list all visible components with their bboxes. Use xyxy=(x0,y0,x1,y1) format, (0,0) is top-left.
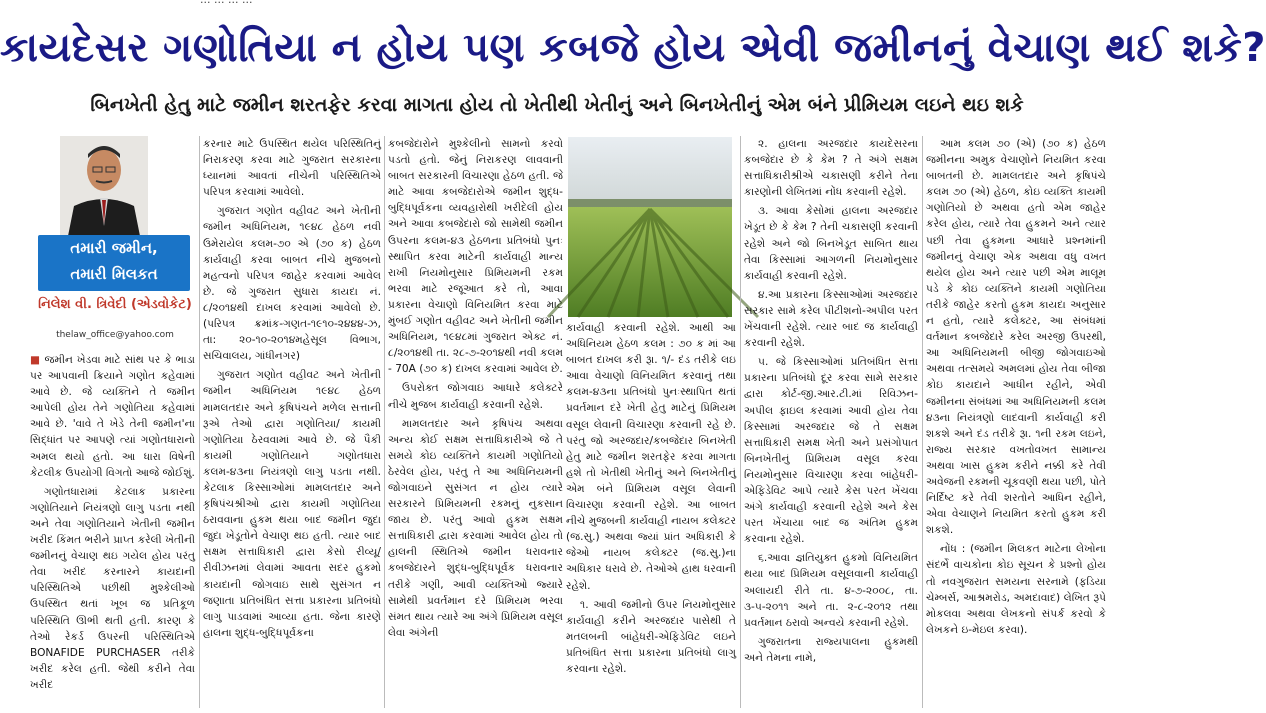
article-column-1 xyxy=(30,352,195,712)
article-column-2 xyxy=(203,136,381,708)
article-column-3 xyxy=(388,136,563,708)
paragraph: કરનાર માટે ઉપસ્થિત થયેલ પરિસ્થિતિનું નિરાકરણ કરવા માટે ગુજરાત સરકારના ધ્યાનમાં આવતાં નીચેની પરિસ્થિતિએ પરિપત્ર કરવામાં આવેલો. xyxy=(203,138,381,199)
column-divider xyxy=(922,136,923,708)
paragraph: ૫. જે કિસ્સાઓમાં પ્રતિબંધિત સત્તા પ્રકારના પ્રતિબંધો દૂર કરવા સામે સરકાર દ્વારા કોર્ટ-જી.આર.ટી.માં રિવિઝન-અપીલ ફાઇલ કરવામાં આવી હોય તેવા કિસ્સામાં અરજદાર જે તે સક્ષમ સત્તાધિકારી સમક્ષ ખેતી અને પ્રસંગોપાત બિનખેતીનું પ્રિમિયમ વસૂલ કરવા નિયમોનુસાર વિચારણા કરવા બાંહેધરી-એફિડેવિટ આપે ત્યારે કેસ પરત ખેંચવા અંગે કાર્યવાહી કરવાની રહેશે અને કેસ પરત ખેંચાયા બાદ જ અંતિમ હુકમ કરવાના રહેશે. xyxy=(744,356,918,546)
paragraph: ■ જમીન ખેડવા માટે સાંથ પર કે ભાડા પર આપવાની ક્રિયાને ગણોત કહેવામાં આવે છે. જે વ્યક્તિને તે જમીન આપેલી હોય તેને ગણોતિયા કહેવામાં આવે છે. 'વાવે તે ખેડે તેની જમીન'ના સિદ્ધાંત પર આપણે ત્યાં ગણોતધારાનો અમલ થયો હતો. આ ધારા વિષેની કેટલીક ઉપયોગી વિગતો આજે જોઈશું. xyxy=(30,354,195,479)
field-photo xyxy=(568,137,732,317)
headline: કાયદેસર ગણોતિયા ન હોય પણ કબજે હોય એવી જમીનનું વેચાણ થઈ શકે? xyxy=(0,25,1266,71)
paragraph: ગુજરાત ગણોત વહીવટ અને ખેતીની જમીન અધિનિયમ, ૧૯૪૮ હેઠળ નવી ઉમેરાયેલ કલમ-૭૦ એ (૭૦ ક) હેઠળ કાર્યવાહી કરવા બાબત નીચે મુજબનો મહત્વનો પરિપત્ર જાહેર કરવામાં આવેલ છે. જે ગુજરાત સુધારા કાયદા નં. ૮/૨૦૧૪થી દાખલ કરવામાં આવેલો છે. (પરિપત્ર ક્રમાંક-ગણત-૧૯૧૦-૨૪૪૪-ઝ, તા: ૨૦-૧૦-૨૦૧૪મહેસૂલ વિભાગ, સચિવાલય, ગાંધીનગર) xyxy=(203,205,381,363)
strip-text xyxy=(200,0,252,6)
paragraph: આમ કલમ ૭૦ (એ) (૭૦ ક) હેઠળ જમીનના અમુક વેચાણોને નિયમિત કરવા બાબતની છે. મામલતદાર અને કૃષિપંચે કલમ ૭૦ (એ) હેઠળ, કોઇ વ્યક્તિ કાયમી ગણોતિયો છે અથવા હતો એમ જાહેર કરેલ હોય, ત્યારે તેવા હુકમને અને ત્યાર પછી તેવા હુકમના આધારે પ્રશ્નમાંની જમીનનું વેચાણ એક અથવા વધુ વખત થયેલ હોય અને ત્યાર પછી એમ માલૂમ પડે કે કોઇ વ્યક્તિને કાયમી ગણોતિયા તરીકે જાહેર કરતો હુકમ કાયદા અનુસાર ન હતો, ત્યારે કલેક્ટર, આ સંબંધમાં વર્તમાન કબજેદારે કરેલ અરજી ઉપરથી, આ અધિનિયમની બીજી જોગવાઇઓ અથવા તત્સમયે અમલમાં હોય તેવા બીજા કોઇ કાયદાને આધીન રહીને, એવી જમીનના સંબંધમાં આ અધિનિયમની કલમ ૪૩ના નિયંત્રણો લાદવાની કાર્યવાહી કરી શકશે અને દંડ તરીકે રૂા. ૧ની રકમ લઇને, રાજ્ય સરકાર વખતોવખત સામાન્ય અથવા ખાસ હુકમ કરીને નક્કી કરે તેવી અવેજની રકમની ચૂકવણી થયા પછી, પોતે નિર્દિષ્ટ કરે તેવી શરતોને આધિન રહીને, એવા વેચાણને નિયમિત કરતો હુકમ કરી શકશે. xyxy=(926,138,1106,537)
author-name: નિલેશ વી. ત્રિવેદી (એડવોકેટ) xyxy=(38,297,192,312)
paragraph: મામલતદાર અને કૃષિપંચ અથવા અન્ય કોઈ સક્ષમ સત્તાધિકારીએ જે તે સમયે કોઇ વ્યક્તિને કાયમી ગણોતિયો ઠેરવેલ હોય, પરંતુ તે આ અધિનિયમની જોગવાઇને સુસંગત ન હોય ત્યારે સરકારને પ્રિમિયમની રકમનું નુકસાન જાય છે. પરંતુ આવો હુકમ સક્ષમ સત્તાધિકારી દ્વારા કરવામાં આવેલ હોય તો હાલની સ્થિતિએ જમીન ધરાવનાર કબજેદારને શુદ્ધ-બુદ્ધિપૂર્વક ધરાવનાર તરીકે ગણી, આવી વ્યક્તિઓ જ્યારે સામેથી પ્રવર્તમાન દરે પ્રિમિયમ ભરવા સંમત થાય ત્યારે આ અંગે પ્રિમિયમ વસૂલ લેવા અંગેની xyxy=(388,417,563,639)
paragraph: કબજેદારોને મુશ્કેલીનો સામનો કરવો પડતો હતો. જેનું નિરાકરણ લાવવાની બાબત સરકારની વિચારણા હેઠળ હતી. જે માટે આવા કબજેદારોએ જમીન શુદ્ધ-બુદ્ધિપૂર્વકના વ્યવહારોથી ખરીદેલી હોય અને આવા કબજેદારો જો સામેથી જમીન ઉપરના કલમ-૪૩ હેઠળના પ્રતિબંધો પુનઃ સ્થાપિત કરવા માટેની કાર્યવાહી માન્ય રાખી નિયમોનુસાર પ્રિમિયમની રકમ ભરવા માટે રજૂઆત કરે તો, આવા પ્રકારના વેચાણો વિનિયમિત કરવા માટે મુંબઈ ગણોત વહીવટ અને ખેતીની જમીન અધિનિયમ, ૧૯૪૮માં ગુજરાત એક્ટ નં. ૮/૨૦૧૪થી તા. ૨૮-૭-૨૦૧૪થી નવી કલમ - 70A (૭૦ ક) દાખલ કરવામાં આવેલ છે. xyxy=(388,138,563,376)
paragraph: ૨. હાલના અરજદાર કાયદેસરના કબજેદાર છે કે કેમ ? તે અંગે સક્ષમ સત્તાધિકારીશ્રીએ ચકાસણી કરીને તેના કારણોની લેખિતમાં નોંધ કરવાની રહેશે. xyxy=(744,138,918,199)
paragraph: ગુજરાત ગણોત વહીવટ અને ખેતીની જમીન અધિનિયમ ૧૯૪૮ હેઠળ મામલતદાર અને કૃષિપંચને મળેલ સત્તાની રૂએ તેઓ દ્વારા ગણોતિયા/ કાયમી ગણોતિયા ઠેરવવામાં આવે છે. જે પૈકી કાયમી ગણોતિયાને ગણોતધારા કલમ-૪૩ના નિયંત્રણો લાગુ પડતા નથી. કેટલાક કિસ્સાઓમાં મામલતદાર અને કૃષિપંચશ્રીઓ દ્વારા કાયમી ગણોતિયા ઠરાવવાના હુકમ થયા બાદ જમીન જુદા જુદા ખેડૂતોને વેચાણ થઇ હતી. ત્યાર બાદ સક્ષમ સત્તાધિકારી દ્વારા કેસો રીવ્યૂ/રીવીઝનમાં લેવામાં આવતા સદર હુકમો કાયદાની જોગવાઇ સાથે સુસંગત ન જણાતા પ્રતિબંધિત સત્તા પ્રકારના પ્રતિબંધો લાગુ પાડવામાં આવ્યા હતા. જેના કારણે હાલના શુદ્ધ-બુદ્ધિપૂર્વકના xyxy=(203,369,381,639)
banner-line-2: તમારી મિલકત xyxy=(70,265,158,283)
note-paragraph: નોંધ : (જમીન મિલકત માટેના લેખોના સંદર્ભે વાચકોના કોઇ સૂચન કે પ્રશ્નો હોય તો નવગુજરાત સમયના સરનામે (ફડિયા ચેમ્બર્સ, આશ્રમરોડ, અમદાવાદ) લેખિત રૂપે મોકલવા અથવા લેખકનો સંપર્ક કરવો કે લેખકને ઇ-મેઇલ કરવા). xyxy=(926,543,1106,636)
article-column-6 xyxy=(926,136,1106,708)
article-column-4 xyxy=(566,320,736,712)
paragraph: કાર્યવાહી કરવાની રહેશે. આથી આ અધિનિયમ હેઠળ કલમ : ૭૦ ક માં આ બાબત દાખલ કરી રૂા. ૧/- દંડ તરીકે લઇ આવા વેચાણો વિનિયમિત કરવાનું તથા કલમ-૪૩ના પ્રતિબંધો પુનઃસ્થાપિત થતાં પ્રવર્તમાન દરે ખેતી હેતુ માટેનું પ્રિમિયમ વસૂલ લેવાની વિચારણા કરવાની રહે છે. પરંતુ જો અરજદાર/કબજેદાર બિનખેતી હેતુ માટે જમીન શરતફેર કરવા માગતા હશે તો ખેતીથી ખેતીનું અને બિનખેતીનું એમ બંને પ્રિમિયમ વસૂલ લેવાની વિચારણા કરવાની રહેશે. આ બાબત નીચે મુજબની કાર્યવાહી નાયબ કલેક્ટર (જ.સુ.) અથવા જ્યાં પ્રાંત અધિકારી કે જેઓ નાયબ કલેક્ટર (જ.સુ.)ના અધિકાર ધરાવે છે. તેઓએ હાથ ધરવાની રહેશે. xyxy=(566,322,736,592)
subheadline: બિનખેતી હેતુ માટે જમીન શરતફેર કરવા માગતા હોય તો ખેતીથી ખેતીનું અને બિનખેતીનું એમ બંને પ્રીમિયમ લઇને થઇ શકે xyxy=(90,94,1024,116)
article-column-5 xyxy=(744,136,918,708)
paragraph: ૩. આવા કેસોમાં હાલના અરજદાર ખેડૂત છે કે કેમ ? તેની ચકાસણી કરવાની રહેશે અને જો બિનખેડૂત સાબિત થાય તેવા કિસ્સામાં આગળની નિયમોનુસાર કાર્યવાહી કરવાની રહેશે. xyxy=(744,205,918,282)
paragraph: ૬.આવા જ્ઞતિયુક્ત હુકમો વિનિયમિત થયા બાદ પ્રિમિયમ વસૂલવાની કાર્યવાહી અલાયદી રીતે તા. ૪-૭-૨૦૦૮, તા. ૩-૫-૨૦૧૧ અને તા. ૨-૮-૨૦૧૨ તથા પ્રવર્તમાન ઠરાવો અન્વયે કરવાની રહેશે. xyxy=(744,552,918,629)
bullet-icon: ■ xyxy=(30,354,45,366)
column-banner xyxy=(38,235,190,291)
paragraph: ૪.આ પ્રકારના કિસ્સાઓમાં અરજદાર સરકાર સામે કરેલ પીટીશનો-અપીલ પરત ખેંચવાની રહેશે. ત્યાર બાદ જ કાર્યવાહી કરવાની રહેશે. xyxy=(744,288,918,350)
column-divider xyxy=(384,136,385,708)
paragraph: ૧. આવી જમીનો ઉપર નિયમોનુસાર કાર્યવાહી કરીને અરજદાર પાસેથી તે મતલબની બાંહેધરી-એફિડેવિટ લઇને પ્રતિબંધિત સત્તા પ્રકારના પ્રતિબંધો લાગુ કરવાના રહેશે. xyxy=(566,598,736,675)
author-email: thelaw_office@yahoo.com xyxy=(56,330,174,340)
column-divider xyxy=(740,136,741,708)
paragraph: ગુજરાતના રાજ્યપાલના હુકમથી અને તેમના નામે, xyxy=(744,635,918,664)
banner-line-1: તમારી જમીન, xyxy=(70,239,158,257)
author-photo xyxy=(60,136,148,236)
paragraph: ઉપરોક્ત જોગવાઇ આધારે કલેક્ટરે નીચે મુજબ કાર્યવાહી કરવાની રહેશે. xyxy=(388,382,563,411)
column-divider xyxy=(199,136,200,708)
paragraph: ગણોતધારામાં કેટલાક પ્રકારના ગણોતિયાને નિયંત્રણો લાગુ પડતા નથી અને તેવા ગણોતિયાને ખેતીની જમીન ખરીદ કિંમત ભરીને પ્રાપ્ત કરેલી ખેતીની જમીનનું વેચાણ થઇ ગયેલ હોય પરંતુ તેવા ખરીદ કરનારને કાયદાની પરિસ્થિતિએ પછીથી મુશ્કેલીઓ ઉપસ્થિત થતાં ખૂબ જ પ્રતિકૂળ પરિસ્થિતિ ઊભી થતી હતી. કારણ કે તેઓ રેકર્ડ ઉપરની પરિસ્થિતિએ BONAFIDE PURCHASER તરીકે ખરીદ કરેલ હતી. જેથી કરીને તેવા ખરીદ xyxy=(30,485,195,691)
previous-article-strip xyxy=(0,0,1114,12)
